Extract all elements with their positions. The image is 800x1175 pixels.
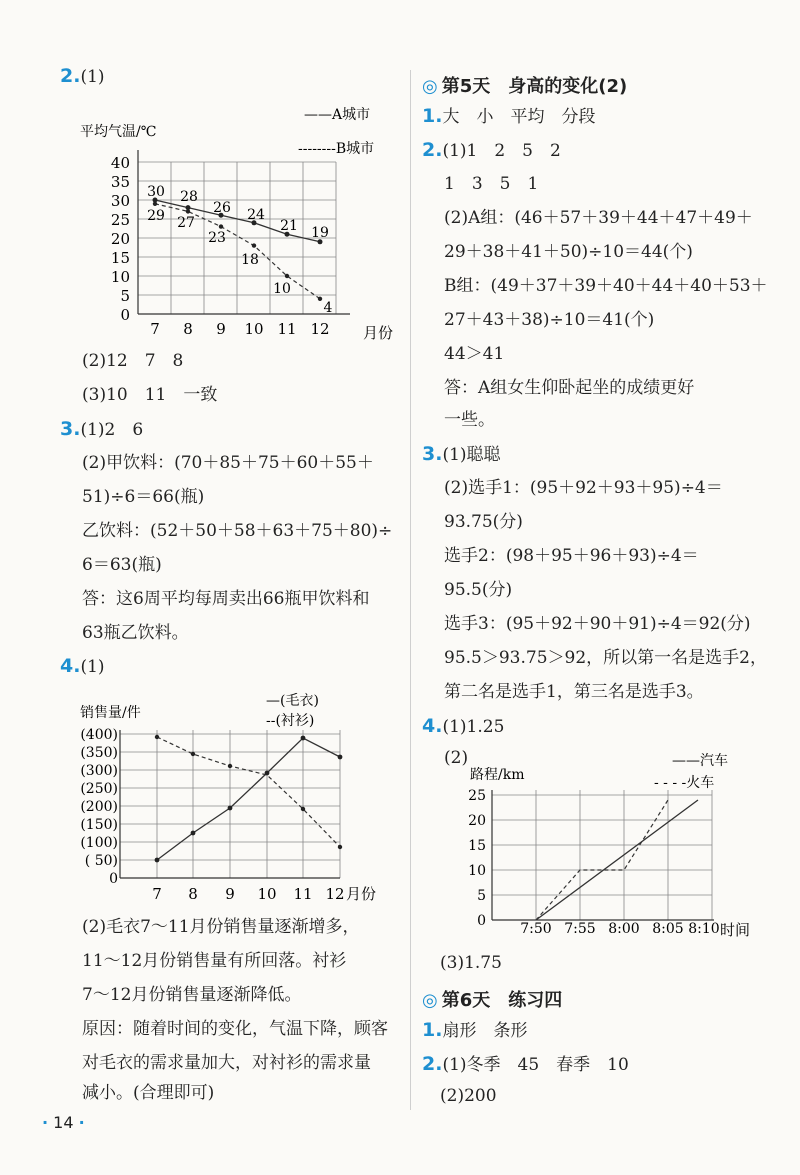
answer-line: (1)2 6 bbox=[80, 420, 144, 440]
shirt-point bbox=[301, 807, 305, 811]
y-tick: ( 50) bbox=[84, 853, 118, 869]
answer-line: 44＞41 bbox=[444, 344, 505, 364]
x-tick: 10 bbox=[244, 320, 264, 338]
section-title-day5 bbox=[422, 72, 627, 98]
question-number: 2. bbox=[422, 1053, 443, 1075]
question-number: 3. bbox=[60, 418, 81, 440]
x-tick: 7:55 bbox=[564, 921, 596, 937]
left-q2-header bbox=[60, 66, 105, 87]
section-title-text: 第5天 身高的变化(2) bbox=[441, 76, 628, 97]
shirt-point bbox=[155, 735, 159, 739]
y-tick: (400) bbox=[80, 727, 118, 743]
section-title-text: 第6天 练习四 bbox=[441, 990, 563, 1011]
sweater-point bbox=[228, 806, 233, 811]
sweater-point bbox=[338, 755, 343, 760]
chart-y-label: 路程/km bbox=[470, 767, 525, 783]
series-a-label: 28 bbox=[180, 189, 198, 205]
series-b-point bbox=[153, 202, 157, 206]
answer-line: (1)聪聪 bbox=[442, 445, 501, 465]
sub-label: (2) bbox=[444, 748, 469, 768]
series-b-label: 29 bbox=[147, 208, 165, 224]
answer-line: (1)冬季 45 春季 10 bbox=[442, 1055, 629, 1075]
answer-line: 选手2：(98＋95＋96＋93)÷4＝ bbox=[444, 546, 699, 566]
question-number: 3. bbox=[422, 443, 443, 465]
shirt-line bbox=[157, 737, 340, 847]
y-tick: (250) bbox=[80, 781, 118, 797]
right-d6q1 bbox=[422, 1020, 527, 1041]
series-b-point bbox=[252, 243, 256, 247]
right-q4-header bbox=[422, 716, 504, 737]
y-tick: 20 bbox=[110, 230, 130, 248]
chart-y-label: 平均气温/℃ bbox=[80, 124, 157, 140]
series-a-label: 26 bbox=[213, 200, 231, 216]
x-tick: 8:05 bbox=[652, 921, 684, 937]
left-q3-header bbox=[60, 419, 143, 440]
x-tick: 7 bbox=[152, 885, 162, 903]
x-tick: 10 bbox=[257, 885, 277, 903]
y-tick: (350) bbox=[80, 745, 118, 761]
answer-line: 95.5(分) bbox=[444, 580, 513, 600]
page-number-text: 14 bbox=[53, 1113, 74, 1132]
right-d6q2 bbox=[422, 1054, 629, 1075]
shirt-point bbox=[338, 845, 342, 849]
y-tick: (300) bbox=[80, 763, 118, 779]
circle-bullet-icon: ◎ bbox=[422, 76, 438, 97]
series-b-point bbox=[186, 209, 190, 213]
left-q4-header bbox=[60, 656, 105, 677]
sweater-point bbox=[301, 736, 306, 741]
series-b-label: 18 bbox=[241, 252, 259, 268]
answer-line: 7～12月份销售量逐渐降低。 bbox=[82, 985, 302, 1005]
y-tick: 40 bbox=[110, 154, 130, 172]
question-number: 1. bbox=[422, 105, 443, 127]
y-tick: (200) bbox=[80, 799, 118, 815]
x-tick: 11 bbox=[277, 320, 297, 338]
answer-line: (2)甲饮料：(70＋85＋75＋60＋55＋ bbox=[82, 453, 374, 473]
y-tick: 30 bbox=[110, 192, 130, 210]
distance-time-chart bbox=[442, 745, 772, 945]
x-tick: 8 bbox=[188, 885, 198, 903]
y-tick: 5 bbox=[120, 287, 130, 305]
y-tick: 25 bbox=[110, 211, 130, 229]
chart-grid bbox=[492, 790, 712, 920]
series-b-point bbox=[285, 274, 289, 278]
left-q2-sub2: (2)12 7 8 bbox=[82, 351, 184, 371]
answer-line: 选手3：(95＋92＋90＋91)÷4＝92(分) bbox=[444, 614, 751, 634]
answer-line: 63瓶乙饮料。 bbox=[82, 623, 189, 643]
x-tick: 8:00 bbox=[608, 921, 640, 937]
chart-legend-a: ——A城市 bbox=[304, 107, 371, 123]
chart-legend-shirt: --(衬衫) bbox=[266, 713, 315, 729]
answer-line: 原因：随着时间的变化，气温下降，顾客 bbox=[82, 1019, 388, 1039]
sub-label: (1) bbox=[80, 657, 105, 677]
answer-line: (3)1.75 bbox=[440, 953, 502, 973]
question-number: 1. bbox=[422, 1019, 443, 1041]
question-number: 2. bbox=[422, 139, 443, 161]
x-tick: 12 bbox=[310, 320, 330, 338]
y-tick: 0 bbox=[120, 306, 130, 324]
left-q2-sub3: (3)10 11 一致 bbox=[82, 385, 218, 405]
y-tick: 0 bbox=[477, 913, 486, 929]
y-tick: (150) bbox=[80, 817, 118, 833]
series-b-label: 27 bbox=[177, 215, 195, 231]
answer-line: 27＋43＋38)÷10＝41(个) bbox=[444, 310, 655, 330]
chart-x-label: 时间 bbox=[720, 921, 751, 939]
y-tick: 10 bbox=[468, 863, 486, 879]
train-line bbox=[536, 800, 668, 920]
answer-line: 1 3 5 1 bbox=[444, 174, 539, 194]
question-number: 4. bbox=[60, 655, 81, 677]
answer-line: 一些。 bbox=[444, 410, 495, 430]
answer-line: (2)200 bbox=[440, 1086, 497, 1106]
series-a-label: 21 bbox=[280, 218, 298, 234]
answer-line: (2)选手1：(95＋92＋93＋95)÷4＝ bbox=[444, 478, 723, 498]
answer-line: 大 小 平均 分段 bbox=[442, 107, 596, 127]
y-tick: (100) bbox=[80, 835, 118, 851]
question-number: 2. bbox=[60, 65, 81, 87]
right-q2-header bbox=[422, 140, 561, 161]
series-b-label: 10 bbox=[273, 281, 291, 297]
car-line bbox=[536, 800, 698, 920]
x-tick: 11 bbox=[293, 885, 313, 903]
answer-line: (1)1 2 5 2 bbox=[442, 141, 561, 161]
chart-x-label: 月份 bbox=[346, 885, 377, 903]
answer-line: B组：(49＋37＋39＋40＋44＋40＋53＋ bbox=[444, 276, 768, 296]
series-b-point bbox=[219, 224, 223, 228]
chart-x-label: 月份 bbox=[363, 324, 394, 342]
bullet-dot-icon: · bbox=[42, 1113, 49, 1132]
answer-line: (1)1.25 bbox=[442, 717, 505, 737]
answer-line: 51)÷6＝66(瓶) bbox=[82, 487, 205, 507]
question-number: 4. bbox=[422, 715, 443, 737]
answer-line: 答：A组女生仰卧起坐的成绩更好 bbox=[444, 378, 695, 398]
chart-legend-sweater: —(毛衣) bbox=[266, 693, 319, 709]
series-a-label: 19 bbox=[311, 225, 329, 241]
answer-line: 93.75(分) bbox=[444, 512, 523, 532]
x-tick: 9 bbox=[216, 320, 226, 338]
answer-line: 扇形 条形 bbox=[442, 1021, 528, 1041]
right-q3-header bbox=[422, 444, 501, 465]
chart-legend-train: - - - -火车 bbox=[654, 775, 715, 791]
x-tick: 8 bbox=[183, 320, 193, 338]
sweater-point bbox=[265, 771, 270, 776]
answer-line: 29＋38＋41＋50)÷10＝44(个) bbox=[444, 242, 693, 262]
answer-line: 乙饮料：(52＋50＋58＋63＋75＋80)÷ bbox=[82, 521, 393, 541]
answer-line: 对毛衣的需求量加大，对衬衫的需求量 bbox=[82, 1053, 371, 1073]
answer-line: 第二名是选手1，第三名是选手3。 bbox=[444, 682, 704, 702]
page-number bbox=[42, 1113, 85, 1132]
answer-line: (2)毛衣7～11月份销售量逐渐增多， bbox=[82, 917, 360, 937]
y-tick: 10 bbox=[110, 268, 130, 286]
series-b-point bbox=[318, 297, 322, 301]
y-tick: 15 bbox=[110, 249, 130, 267]
column-divider bbox=[410, 70, 411, 1110]
sweater-point bbox=[191, 831, 196, 836]
x-tick: 7 bbox=[150, 320, 160, 338]
answer-line: 95.5＞93.75＞92，所以第一名是选手2， bbox=[444, 648, 767, 668]
y-tick: 25 bbox=[468, 788, 486, 804]
series-a-label: 24 bbox=[247, 207, 265, 223]
shirt-point bbox=[228, 764, 232, 768]
circle-bullet-icon: ◎ bbox=[422, 990, 438, 1011]
series-a-label: 30 bbox=[147, 184, 165, 200]
bullet-dot-icon: · bbox=[78, 1113, 85, 1132]
y-tick: 20 bbox=[468, 813, 486, 829]
chart-legend-car: ——汽车 bbox=[672, 753, 728, 769]
section-title-day6 bbox=[422, 986, 562, 1012]
x-tick: 9 bbox=[225, 885, 235, 903]
sub-label: (1) bbox=[80, 67, 105, 87]
answer-line: (2)A组：(46＋57＋39＋44＋47＋49＋ bbox=[444, 208, 753, 228]
temperature-line-chart bbox=[80, 100, 410, 345]
x-tick: 12 bbox=[325, 885, 345, 903]
series-b-label: 4 bbox=[323, 300, 333, 316]
shirt-point bbox=[191, 752, 195, 756]
answer-line: 11～12月份销售量有所回落。衬衫 bbox=[82, 951, 347, 971]
y-tick: 35 bbox=[110, 173, 130, 191]
x-tick: 7:50 bbox=[520, 921, 552, 937]
y-tick: 0 bbox=[109, 871, 118, 887]
series-b-label: 23 bbox=[208, 230, 226, 246]
answer-line: 减小。(合理即可) bbox=[82, 1083, 215, 1103]
answer-line: 答：这6周平均每周卖出66瓶甲饮料和 bbox=[82, 589, 370, 609]
chart-grid bbox=[120, 730, 340, 878]
sales-line-chart bbox=[70, 685, 405, 905]
chart-legend-b: --------B城市 bbox=[298, 141, 375, 157]
sweater-point bbox=[155, 858, 160, 863]
y-tick: 5 bbox=[477, 888, 486, 904]
y-tick: 15 bbox=[468, 838, 486, 854]
answer-line: 6＝63(瓶) bbox=[82, 555, 162, 575]
chart-y-label: 销售量/件 bbox=[80, 705, 141, 721]
right-q1 bbox=[422, 106, 595, 127]
x-tick: 8:10 bbox=[688, 921, 720, 937]
